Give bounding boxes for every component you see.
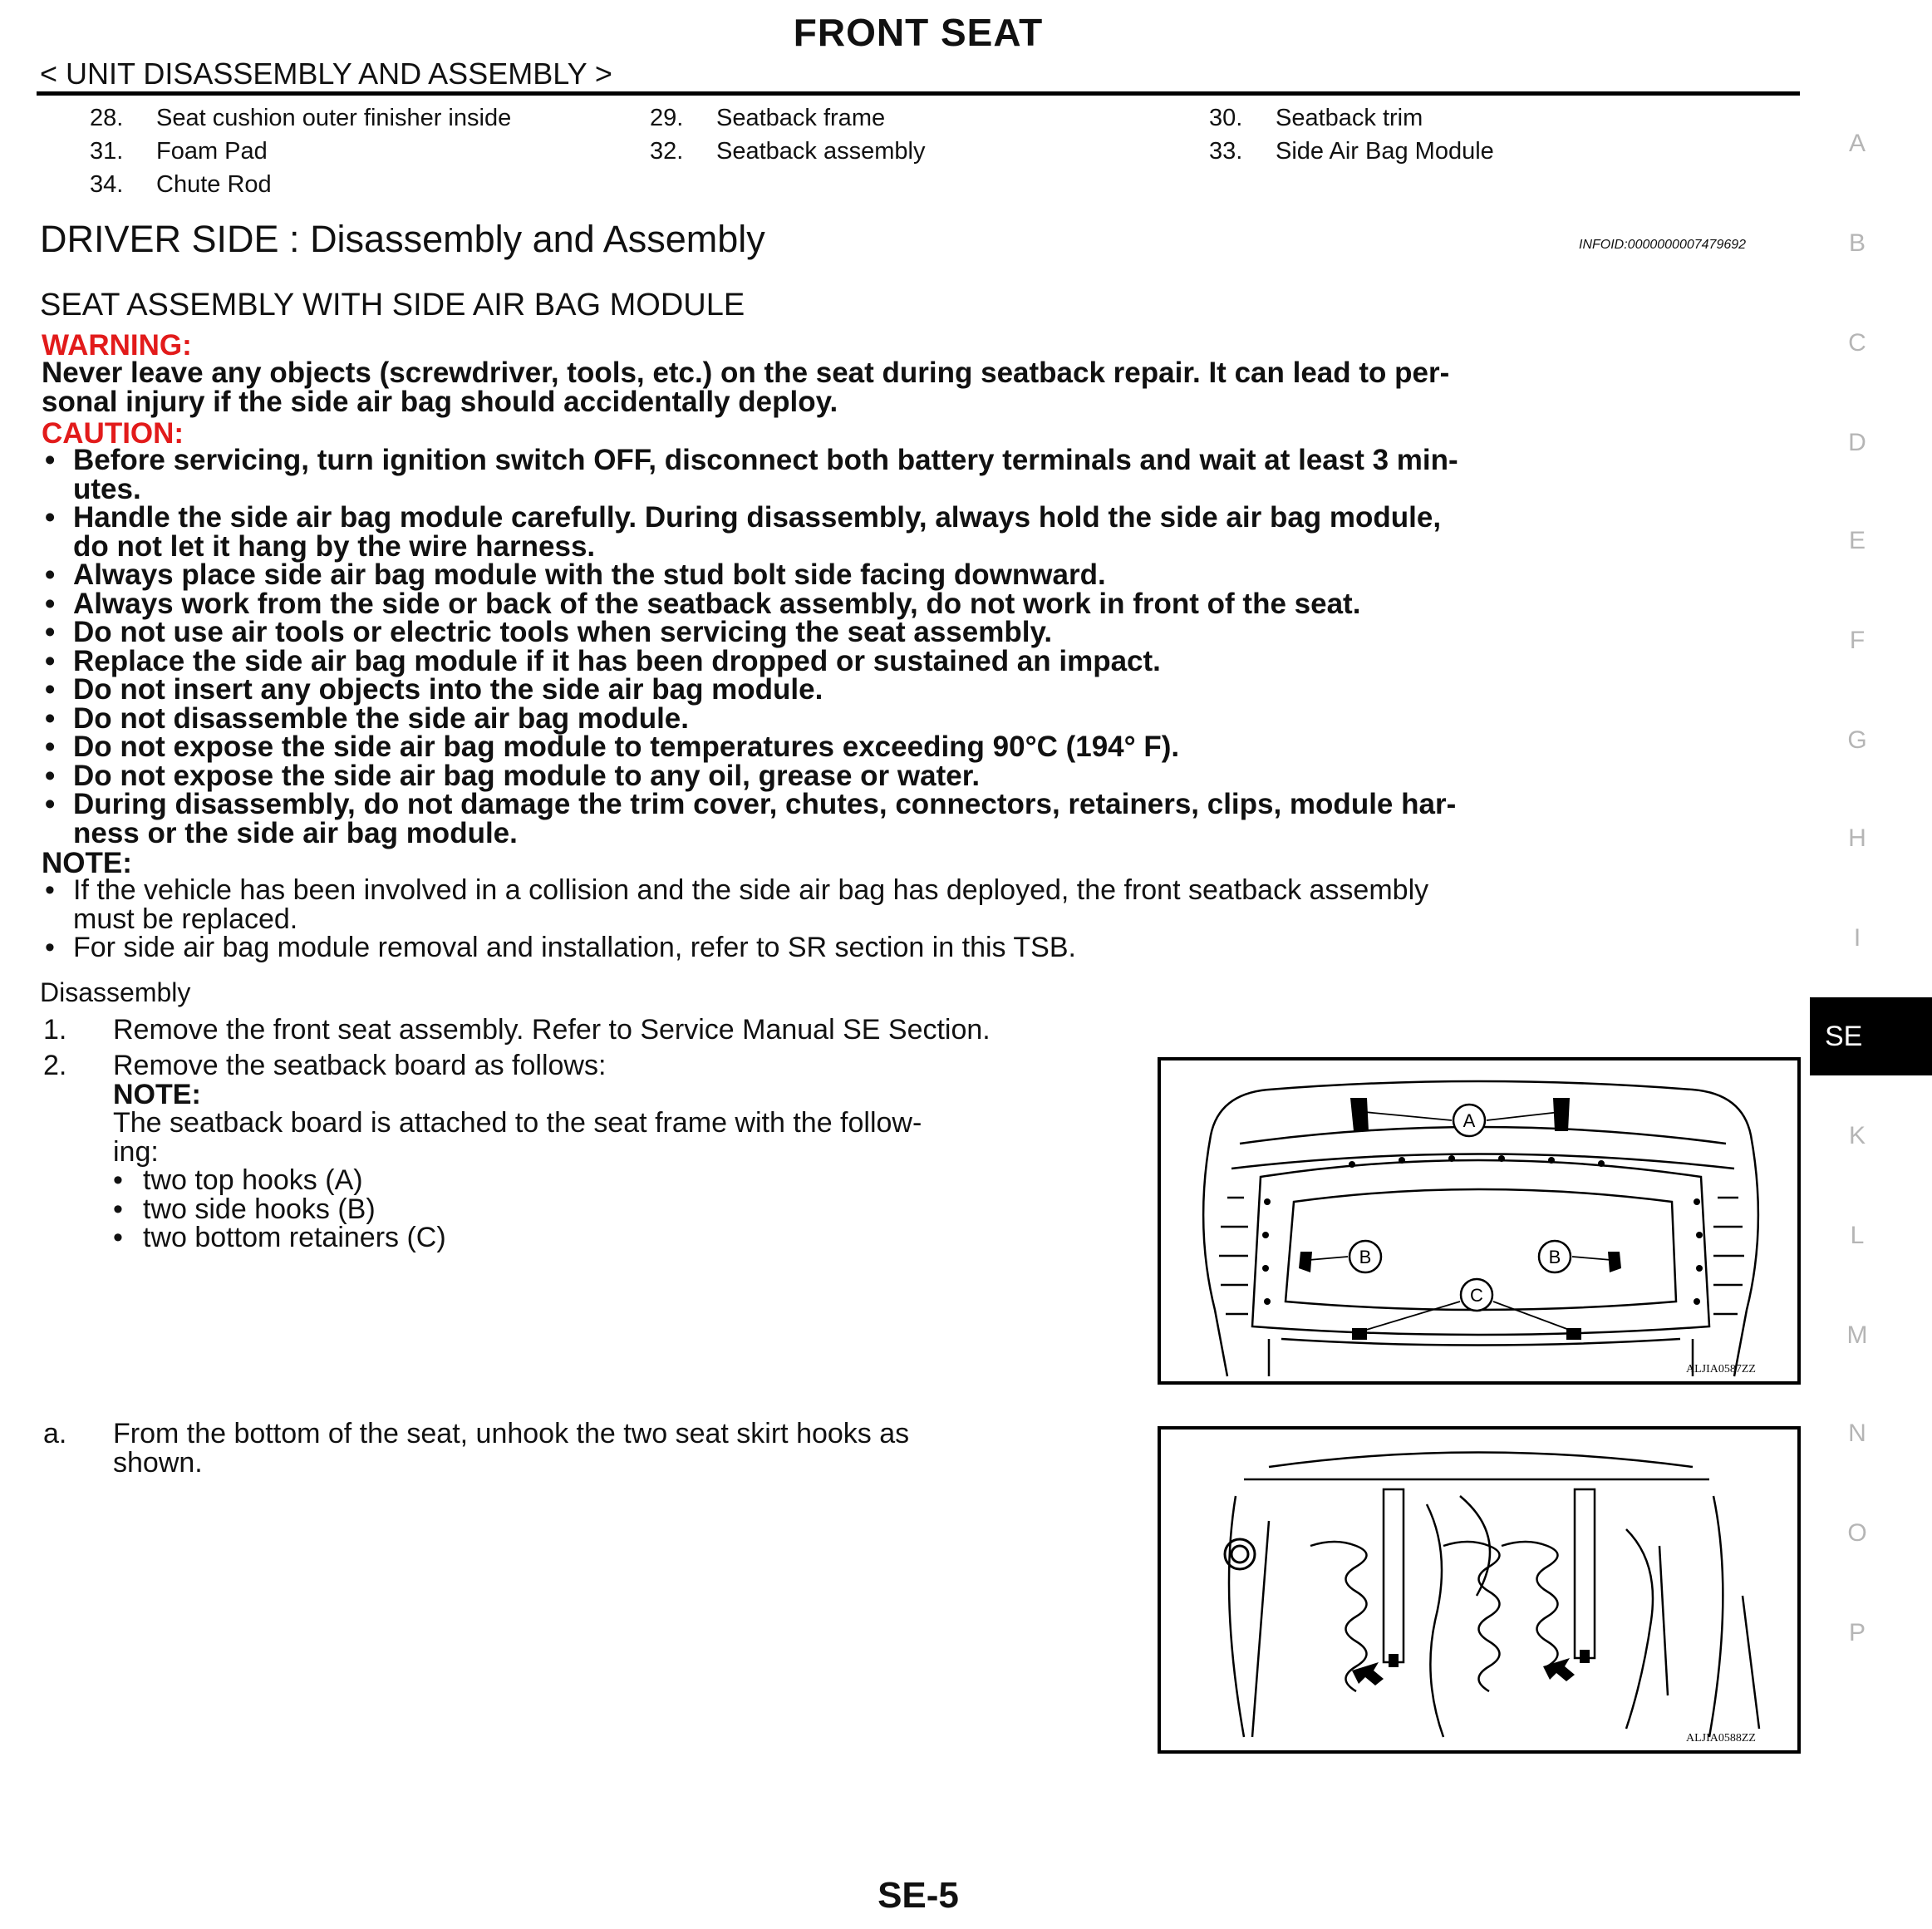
figure-seatback-board — [1158, 1057, 1801, 1385]
step-note-label: NOTE: — [113, 1078, 201, 1110]
seatback-illustration — [1161, 1060, 1797, 1381]
caution-item: • Do not disassemble the side air bag module. — [45, 701, 689, 735]
side-tab-b[interactable]: B — [1848, 229, 1866, 257]
part-item — [650, 105, 885, 132]
part-number: 31. — [90, 138, 124, 165]
callout-b-label: B — [1359, 1247, 1372, 1267]
side-tab-c[interactable]: C — [1848, 329, 1866, 357]
callout-a-label: A — [1463, 1110, 1476, 1131]
bullet-icon: • — [45, 788, 56, 820]
sub-heading: SEAT ASSEMBLY WITH SIDE AIR BAG MODULE — [40, 288, 745, 322]
caution-item: • Replace the side air bag module if it has been dropped or sustained an impact. — [45, 644, 1161, 677]
side-tab-n[interactable]: N — [1848, 1420, 1866, 1447]
side-tab-l[interactable]: L — [1850, 1222, 1865, 1249]
side-tab-m[interactable]: M — [1846, 1321, 1868, 1349]
hook-item: • two bottom retainers (C) — [113, 1222, 446, 1253]
part-number: 34. — [90, 171, 124, 198]
caution-item: • Do not use air tools or electric tools when servicing the seat assembly. — [45, 616, 1053, 648]
bullet-icon: • — [45, 587, 56, 620]
figure-seat-skirt-hooks — [1158, 1426, 1801, 1754]
caution-item: • Do not expose the side air bag module to any oil, grease or water. — [45, 759, 981, 792]
page-number: SE-5 — [878, 1875, 959, 1916]
caution-item: • Do not insert any objects into the side air bag module. — [45, 673, 823, 706]
hook-item: • two side hooks (B) — [113, 1193, 376, 1225]
part-number: 30. — [1209, 105, 1243, 131]
step-text: shown. — [113, 1446, 203, 1479]
disassembly-heading: Disassembly — [40, 977, 191, 1007]
step-number: a. — [43, 1418, 67, 1449]
side-tab-g[interactable]: G — [1847, 726, 1867, 754]
caution-item: • During disassembly, do not damage the trim cover, chutes, connectors, retainers, clips, module har- ness or the side air bag module. — [45, 788, 1457, 849]
bullet-icon: • — [45, 444, 56, 476]
warning-text — [42, 359, 1803, 416]
bullet-icon: • — [113, 1164, 123, 1196]
part-label: Seat cushion outer finisher inside — [156, 105, 512, 131]
part-number: 32. — [650, 138, 684, 165]
part-item — [90, 171, 272, 199]
callout-b-label: B — [1548, 1247, 1561, 1267]
step-text: From the bottom of the seat, unhook the two seat skirt hooks as — [113, 1418, 910, 1449]
step-note-line: ing: — [113, 1135, 159, 1168]
main-heading: DRIVER SIDE : Disassembly and Assembly — [40, 218, 765, 260]
bullet-icon: • — [45, 932, 55, 963]
part-label: Foam Pad — [156, 138, 268, 165]
part-label: Side Air Bag Module — [1276, 138, 1494, 165]
part-label: Seatback trim — [1276, 105, 1423, 131]
step-number: 1. — [43, 1014, 67, 1046]
figure-code: ALJIA0588ZZ — [1686, 1732, 1756, 1744]
page-title: FRONT SEAT — [793, 11, 1044, 54]
part-number: 28. — [90, 105, 124, 131]
part-label: Chute Rod — [156, 171, 272, 198]
callout-c-label: C — [1470, 1285, 1483, 1306]
part-item — [1209, 105, 1423, 132]
note-item: • If the vehicle has been involved in a collision and the side air bag has deployed, the front seatback assembly must be replaced. — [45, 874, 1429, 935]
hook-item: • two top hooks (A) — [113, 1164, 363, 1196]
side-tab-h[interactable]: H — [1848, 824, 1866, 852]
side-tab-e[interactable]: E — [1848, 527, 1866, 554]
warning-line: Never leave any objects (screwdriver, tools, etc.) on the seat during seatback repair. It can lead to per- — [42, 357, 1450, 389]
side-tab-f[interactable]: F — [1849, 627, 1866, 654]
step-body — [113, 1420, 909, 1477]
note-list — [42, 876, 1803, 962]
step-number: 2. — [43, 1050, 67, 1081]
figure-code: ALJIA0587ZZ — [1686, 1363, 1756, 1375]
caution-item: • Always work from the side or back of the seatback assembly, do not work in front of the seat. — [45, 587, 1361, 620]
side-tab-k[interactable]: K — [1848, 1122, 1866, 1149]
part-number: 33. — [1209, 138, 1243, 165]
info-id: INFOID:0000000007479692 — [1579, 238, 1747, 252]
part-item — [650, 138, 925, 165]
side-tab-i[interactable]: I — [1853, 924, 1861, 952]
bullet-icon: • — [45, 759, 56, 792]
bullet-icon: • — [113, 1193, 123, 1225]
side-tab-se-active[interactable]: SE — [1810, 997, 1932, 1075]
step-text: Remove the seatback board as follows: — [113, 1050, 607, 1081]
step-body — [113, 1051, 922, 1252]
bullet-icon: • — [45, 501, 56, 534]
caution-label: CAUTION: — [42, 417, 184, 450]
part-number: 29. — [650, 105, 684, 131]
bullet-icon: • — [45, 731, 56, 763]
bullet-icon: • — [45, 673, 56, 706]
caution-item: • Handle the side air bag module carefully. During disassembly, always hold the side air bag module, do not let it hang by the wire harness. — [45, 501, 1442, 563]
caution-list — [42, 446, 1803, 848]
side-tab-p[interactable]: P — [1848, 1619, 1866, 1646]
header-divider — [37, 91, 1800, 96]
side-tab-d[interactable]: D — [1848, 429, 1866, 456]
note-item: • For side air bag module removal and installation, refer to SR section in this TSB. — [45, 932, 1076, 963]
section-header: < UNIT DISASSEMBLY AND ASSEMBLY > — [40, 57, 612, 91]
bullet-icon: • — [45, 616, 56, 648]
seat-bottom-illustration — [1161, 1430, 1797, 1750]
part-label: Seatback assembly — [716, 138, 926, 165]
warning-label: WARNING: — [42, 329, 192, 362]
part-item — [1209, 138, 1494, 165]
bullet-icon: • — [45, 559, 56, 591]
part-label: Seatback frame — [716, 105, 886, 131]
bullet-icon: • — [45, 701, 56, 735]
bullet-icon: • — [113, 1222, 123, 1253]
warning-line: sonal injury if the side air bag should accidentally deploy. — [42, 385, 838, 418]
step-text: Remove the front seat assembly. Refer to Service Manual SE Section. — [113, 1014, 991, 1046]
hook-list — [113, 1166, 922, 1252]
note-label: NOTE: — [42, 847, 132, 879]
caution-item: • Before servicing, turn ignition switch OFF, disconnect both battery terminals and wait at least 3 min- utes. — [45, 444, 1458, 505]
side-tab-o[interactable]: O — [1847, 1519, 1867, 1547]
part-item — [90, 138, 268, 165]
part-item — [90, 105, 511, 132]
caution-item: • Do not expose the side air bag module to temperatures exceeding 90°C (194° F). — [45, 731, 1180, 763]
side-tab-a[interactable]: A — [1848, 130, 1866, 157]
bullet-icon: • — [45, 644, 56, 677]
bullet-icon: • — [45, 874, 55, 906]
step-note-line: The seatback board is attached to the seat frame with the follow- — [113, 1107, 922, 1139]
caution-item: • Always place side air bag module with the stud bolt side facing downward. — [45, 559, 1106, 591]
